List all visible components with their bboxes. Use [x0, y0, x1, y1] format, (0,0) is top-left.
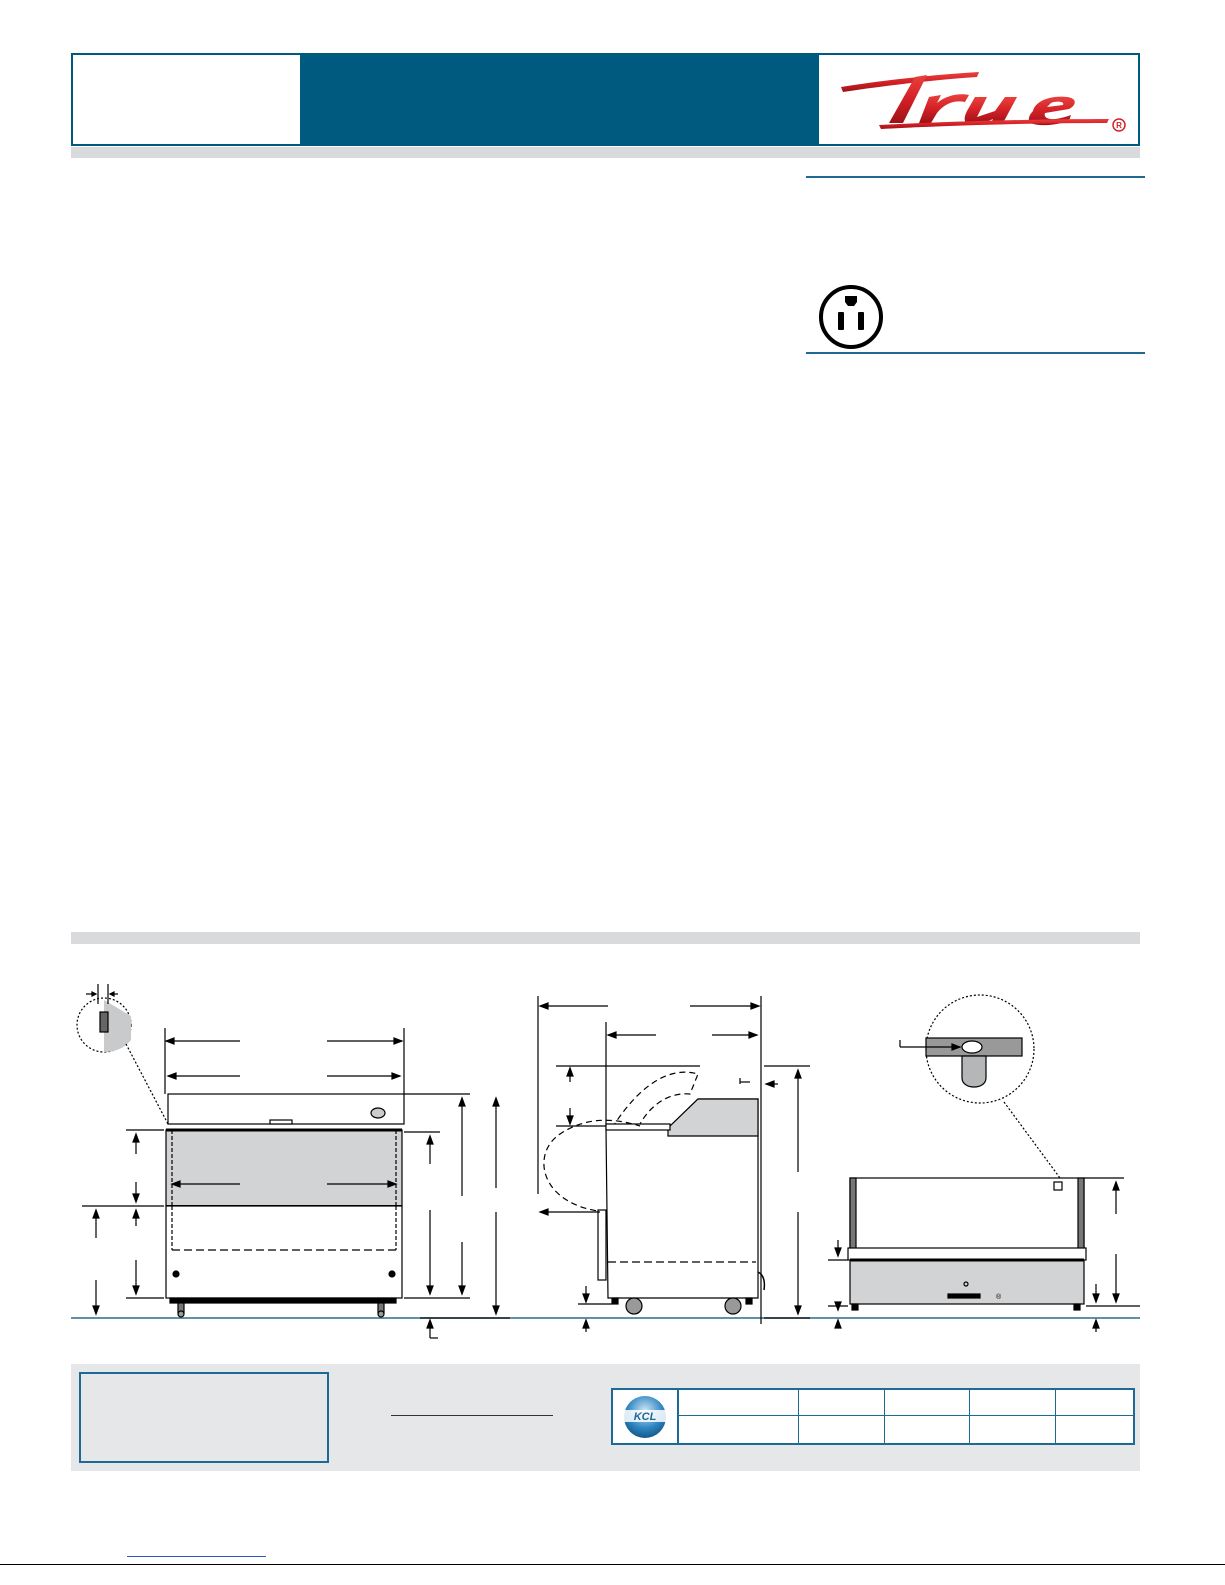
signature-line — [391, 1415, 553, 1416]
svg-text:®: ® — [996, 1294, 1002, 1301]
kcl-logo — [613, 1390, 679, 1443]
header-divider — [71, 147, 1140, 158]
table-column-divider — [884, 1390, 885, 1443]
kcl-logo-text: KCL — [633, 1411, 657, 1423]
header-band — [300, 55, 819, 144]
table-divider — [679, 1415, 1135, 1416]
electrical-top-rule — [806, 176, 1145, 178]
rear-view — [828, 995, 1140, 1332]
electrical-bottom-rule — [806, 352, 1145, 354]
side-view — [538, 996, 810, 1332]
nema-outlet-icon — [818, 284, 884, 350]
header — [71, 53, 1140, 146]
approval-table — [611, 1388, 1135, 1445]
header-left-panel — [73, 55, 300, 144]
true-logo — [819, 55, 1138, 144]
registered-mark: R — [1116, 121, 1122, 130]
true-logo-wordmark — [819, 55, 1138, 144]
front-view — [77, 984, 510, 1338]
table-column-divider — [798, 1390, 799, 1443]
table-column-divider — [969, 1390, 970, 1443]
footer-link-underline[interactable] — [127, 1556, 266, 1557]
footer-info-box — [79, 1372, 329, 1463]
table-column-divider — [1055, 1390, 1056, 1443]
footer — [71, 1364, 1140, 1471]
section-divider — [71, 932, 1140, 944]
dimension-drawings — [0, 944, 1225, 1364]
page-bottom-rule — [0, 1564, 1225, 1565]
